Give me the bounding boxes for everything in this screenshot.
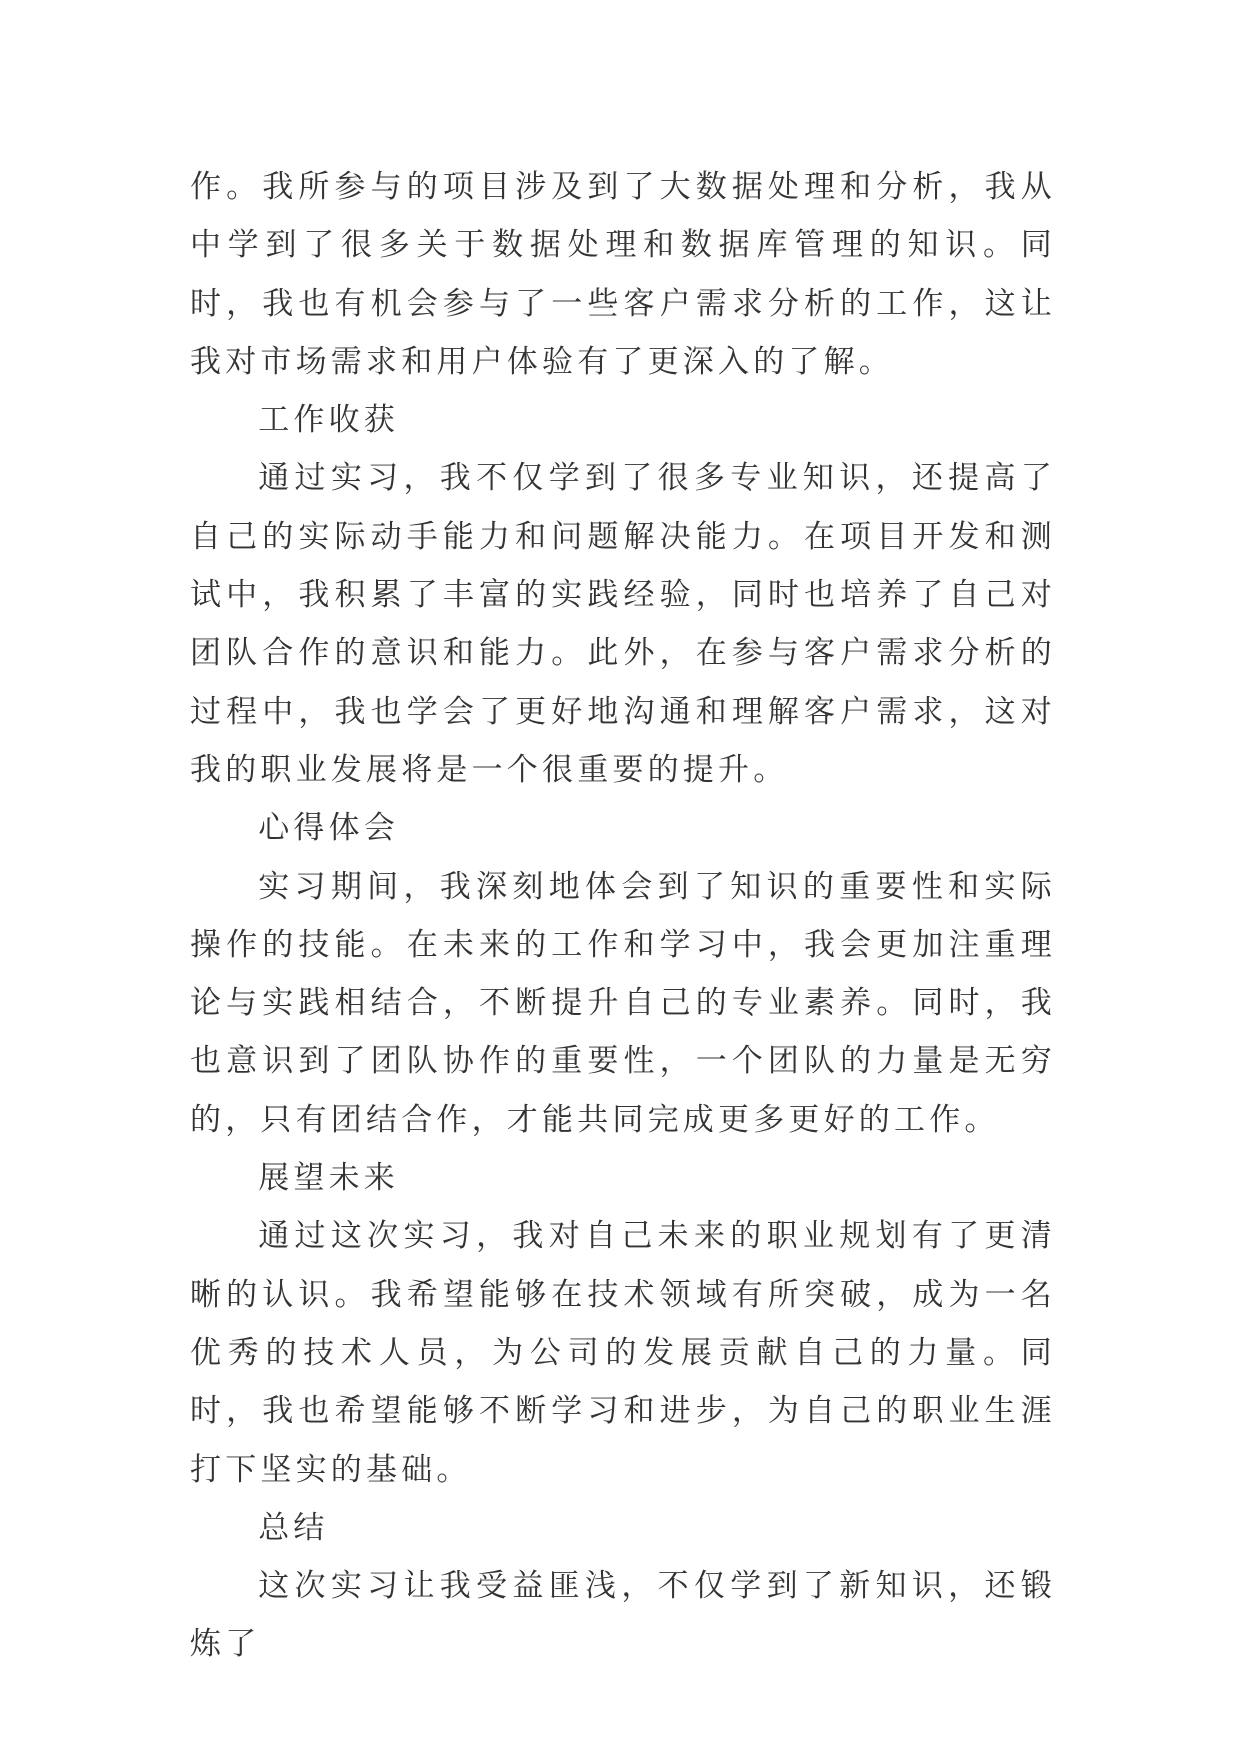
- section-heading-future-outlook: 展望未来: [258, 1160, 399, 1197]
- paragraph-continuation: 作。我所参与的项目涉及到了大数据处理和分析，我从中学到了很多关于数据处理和数据库管理的知识。同时，我也有机会参与了一些客户需求分析的工作，这让我对市场需求和用户体验有了更深入的了解。: [190, 169, 1056, 380]
- document-body: [190, 158, 1056, 1674]
- section-heading-reflections: 心得体会: [258, 810, 399, 847]
- paragraph-reflections: 实习期间，我深刻地体会到了知识的重要性和实际操作的技能。在未来的工作和学习中，我会更加注重理论与实践相结合，不断提升自己的专业素养。同时，我也意识到了团队协作的重要性，一个团队的力量是无穷的，只有团结合作，才能共同完成更多更好的工作。: [190, 868, 1056, 1138]
- paragraph-work-gains: 通过实习，我不仅学到了很多专业知识，还提高了自己的实际动手能力和问题解决能力。在项目开发和测试中，我积累了丰富的实践经验，同时也培养了自己对团队合作的意识和能力。此外，在参与客户需求分析的过程中，我也学会了更好地沟通和理解客户需求，这对我的职业发展将是一个很重要的提升。: [190, 460, 1056, 788]
- paragraph-summary: 这次实习让我受益匪浅，不仅学到了新知识，还锻炼了: [190, 1568, 1056, 1663]
- section-heading-summary: 总结: [258, 1509, 329, 1546]
- paragraph-future-outlook: 通过这次实习，我对自己未来的职业规划有了更清晰的认识。我希望能够在技术领域有所突破，成为一名优秀的技术人员，为公司的发展贡献自己的力量。同时，我也希望能够不断学习和进步，为自己的职业生涯打下坚实的基础。: [190, 1218, 1056, 1488]
- section-heading-work-gains: 工作收获: [258, 402, 399, 439]
